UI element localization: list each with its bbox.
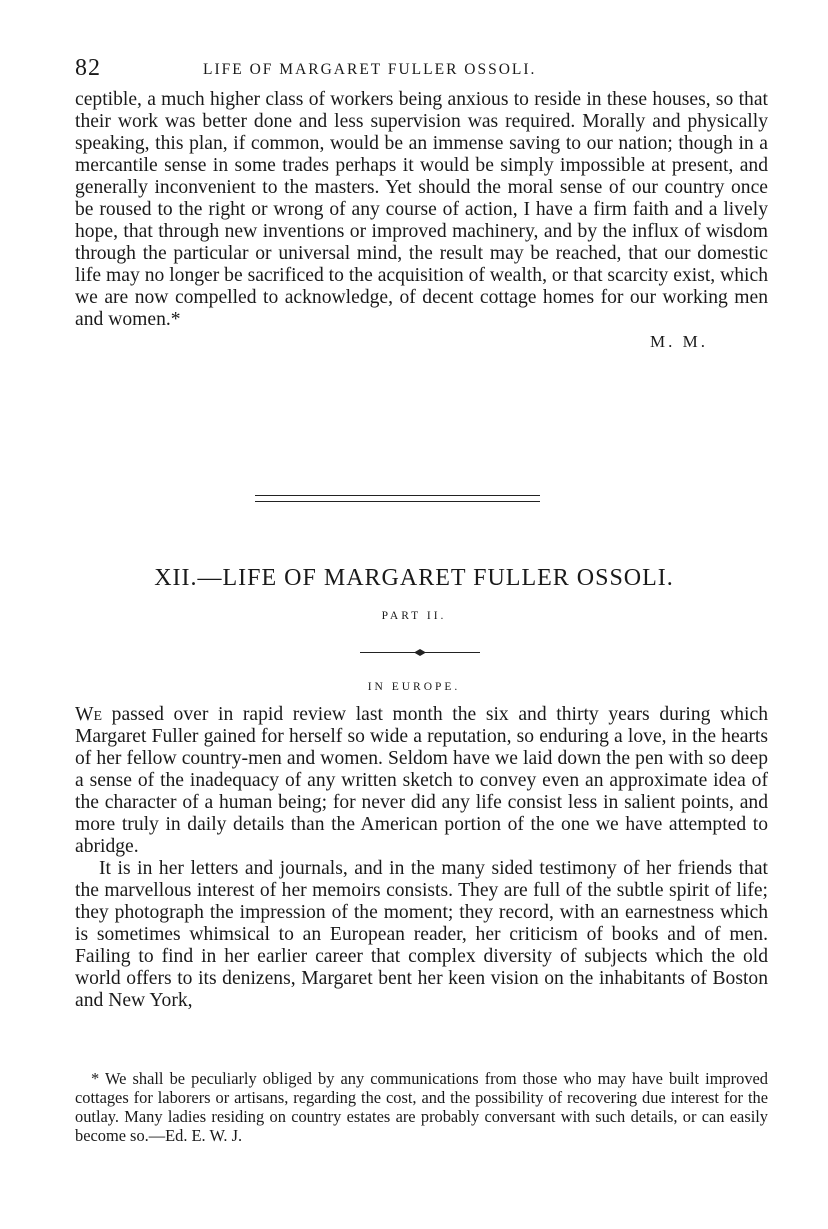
article-title: XII.—LIFE OF MARGARET FULLER OSSOLI. (154, 565, 674, 591)
continuation-paragraph: ceptible, a much higher class of workers being anxious to reside in these houses, so that their work was better done and less supervision was required. Morally and physically speaking, this plan, if common, would be an immense saving to our nation; though in a mercantile sense in some trades perhaps it would be simply impossible at present, and generally inconvenient to the masters. Yet should the moral sense of our country once be roused to the right or wrong of any course of action, I have a firm faith and a lively hope, that through new inventions or improved machinery, and by the influx of wisdom through the particular or universal mind, the result may be reached, that our domestic life may no longer be sacrificed to the acquisition of wealth, or that scarcity exist, which we are now compelled to acknowledge, of decent cottage homes for our working men and women.* (75, 89, 768, 330)
double-rule-divider (255, 495, 540, 503)
footnote-text: * We shall be peculiarly obliged by any communications from those who may have built improved cottages for laborers or artisans, regarding the cost, and the possibility of recovering due interest for the outlay. Many ladies residing on country estates are probably conversant with such details, or can easily become so.—Ed. E. W. J. (75, 1069, 768, 1145)
part-label: PART II. (381, 610, 447, 622)
ornament-divider (360, 648, 480, 658)
page-number: 82 (75, 55, 101, 81)
article-paragraph-2: It is in her letters and journals, and in the many sided testimony of her friends that the marvellous interest of her memoirs consists. They are full of the subtle spirit of life; they photograph the impression of the moment; they record, with an earnestness which is sometimes whimsical to an European reader, her criticism of books and of men. Failing to find in her earlier career that complex diversity of subjects which the old world offers to its denizens, Margaret bent her keen vision on the inhabitants of Boston and New York, (75, 858, 768, 1011)
section-heading: IN EUROPE. (367, 681, 461, 693)
running-head (75, 55, 768, 89)
page (75, 55, 768, 353)
paragraph-1-text: passed over in rapid review last month the six and thirty years during which Margaret Fuller gained for herself so wide a reputation, so enduring a love, in the hearts of her fellow country-men and women. Seldom have we laid down the pen with so deep a sense of the inadequacy of any written sketch to convey even an approximate idea of the character of a human being; for never did any life consist less in salient points, and more truly in daily details than the American portion of the one we have attempted to abridge. (75, 704, 768, 857)
diamond-ornament-icon (414, 649, 426, 656)
signature: M. M. (650, 332, 708, 351)
drop-word: We (75, 704, 103, 725)
article-paragraph-1 (75, 704, 768, 858)
article-body (75, 704, 768, 1012)
running-title: LIFE OF MARGARET FULLER OSSOLI. (203, 61, 537, 78)
footnote (75, 1069, 768, 1145)
